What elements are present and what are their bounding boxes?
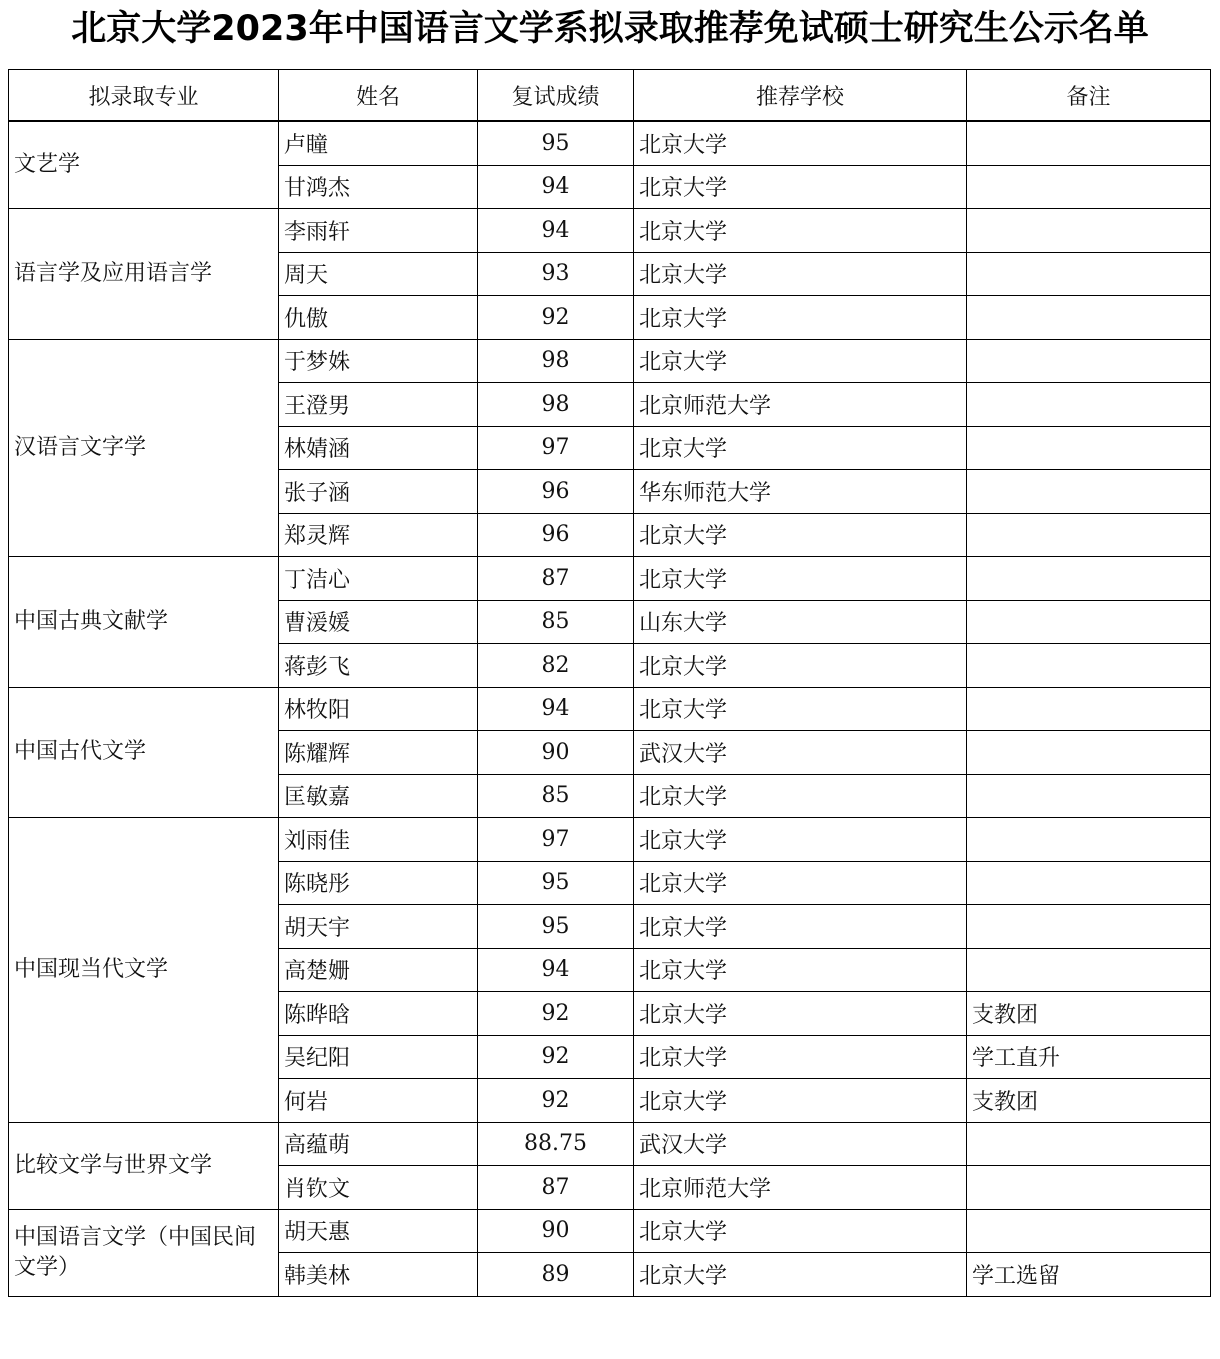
score-cell: 94 bbox=[478, 687, 634, 731]
note-cell: 学工直升 bbox=[967, 1035, 1211, 1079]
score-cell: 89 bbox=[478, 1253, 634, 1297]
name-cell: 刘雨佳 bbox=[279, 818, 478, 862]
name-cell: 韩美林 bbox=[279, 1253, 478, 1297]
note-cell bbox=[967, 731, 1211, 775]
note-cell bbox=[967, 687, 1211, 731]
school-cell: 北京大学 bbox=[634, 165, 967, 209]
table-row bbox=[9, 209, 1211, 253]
score-cell: 97 bbox=[478, 426, 634, 470]
table-row bbox=[9, 687, 1211, 731]
note-cell bbox=[967, 861, 1211, 905]
header-note: 备注 bbox=[967, 70, 1211, 122]
school-cell: 北京大学 bbox=[634, 905, 967, 949]
score-cell: 95 bbox=[478, 905, 634, 949]
note-cell bbox=[967, 774, 1211, 818]
note-cell bbox=[967, 383, 1211, 427]
score-cell: 92 bbox=[478, 992, 634, 1036]
name-cell: 周天 bbox=[279, 252, 478, 296]
table-row bbox=[9, 818, 1211, 862]
table-row bbox=[9, 339, 1211, 383]
table-row bbox=[9, 557, 1211, 601]
table-row bbox=[9, 1122, 1211, 1166]
note-cell bbox=[967, 513, 1211, 557]
header-major: 拟录取专业 bbox=[9, 70, 279, 122]
page-title: 北京大学2023年中国语言文学系拟录取推荐免试硕士研究生公示名单 bbox=[71, 9, 1149, 49]
note-cell bbox=[967, 470, 1211, 514]
note-cell bbox=[967, 209, 1211, 253]
school-cell: 武汉大学 bbox=[634, 1122, 967, 1166]
school-cell: 北京大学 bbox=[634, 1079, 967, 1123]
table-row bbox=[9, 1209, 1211, 1253]
score-cell: 92 bbox=[478, 296, 634, 340]
score-cell: 96 bbox=[478, 470, 634, 514]
note-cell bbox=[967, 1166, 1211, 1210]
name-cell: 胡天宇 bbox=[279, 905, 478, 949]
table-body bbox=[9, 121, 1211, 1296]
note-cell bbox=[967, 557, 1211, 601]
score-cell: 82 bbox=[478, 644, 634, 688]
major-cell: 中国现当代文学 bbox=[9, 818, 279, 1123]
school-cell: 北京大学 bbox=[634, 426, 967, 470]
score-cell: 92 bbox=[478, 1035, 634, 1079]
school-cell: 北京大学 bbox=[634, 339, 967, 383]
school-cell: 华东师范大学 bbox=[634, 470, 967, 514]
note-cell bbox=[967, 339, 1211, 383]
school-cell: 北京大学 bbox=[634, 209, 967, 253]
score-cell: 85 bbox=[478, 600, 634, 644]
name-cell: 林牧阳 bbox=[279, 687, 478, 731]
score-cell: 90 bbox=[478, 731, 634, 775]
score-cell: 93 bbox=[478, 252, 634, 296]
school-cell: 北京大学 bbox=[634, 948, 967, 992]
note-cell: 支教团 bbox=[967, 992, 1211, 1036]
score-cell: 98 bbox=[478, 383, 634, 427]
school-cell: 北京师范大学 bbox=[634, 383, 967, 427]
school-cell: 北京大学 bbox=[634, 121, 967, 165]
school-cell: 北京大学 bbox=[634, 1209, 967, 1253]
name-cell: 卢瞳 bbox=[279, 121, 478, 165]
name-cell: 陈耀辉 bbox=[279, 731, 478, 775]
name-cell: 仇傲 bbox=[279, 296, 478, 340]
school-cell: 北京师范大学 bbox=[634, 1166, 967, 1210]
school-cell: 北京大学 bbox=[634, 296, 967, 340]
name-cell: 张子涵 bbox=[279, 470, 478, 514]
note-cell bbox=[967, 818, 1211, 862]
score-cell: 94 bbox=[478, 209, 634, 253]
note-cell bbox=[967, 600, 1211, 644]
school-cell: 北京大学 bbox=[634, 818, 967, 862]
score-cell: 85 bbox=[478, 774, 634, 818]
note-cell bbox=[967, 1209, 1211, 1253]
school-cell: 北京大学 bbox=[634, 1253, 967, 1297]
major-cell: 语言学及应用语言学 bbox=[9, 209, 279, 340]
name-cell: 肖钦文 bbox=[279, 1166, 478, 1210]
school-cell: 北京大学 bbox=[634, 557, 967, 601]
school-cell: 北京大学 bbox=[634, 992, 967, 1036]
score-cell: 87 bbox=[478, 1166, 634, 1210]
school-cell: 北京大学 bbox=[634, 1035, 967, 1079]
name-cell: 林婧涵 bbox=[279, 426, 478, 470]
name-cell: 高楚姗 bbox=[279, 948, 478, 992]
note-cell: 支教团 bbox=[967, 1079, 1211, 1123]
school-cell: 北京大学 bbox=[634, 644, 967, 688]
score-cell: 92 bbox=[478, 1079, 634, 1123]
score-cell: 87 bbox=[478, 557, 634, 601]
note-cell bbox=[967, 644, 1211, 688]
name-cell: 匡敏嘉 bbox=[279, 774, 478, 818]
note-cell bbox=[967, 1122, 1211, 1166]
note-cell: 学工选留 bbox=[967, 1253, 1211, 1297]
major-cell: 比较文学与世界文学 bbox=[9, 1122, 279, 1209]
name-cell: 曹湲媛 bbox=[279, 600, 478, 644]
admission-table bbox=[8, 69, 1211, 1297]
table-header-row bbox=[9, 70, 1211, 122]
major-cell: 文艺学 bbox=[9, 121, 279, 209]
table-row bbox=[9, 121, 1211, 165]
note-cell bbox=[967, 905, 1211, 949]
header-school: 推荐学校 bbox=[634, 70, 967, 122]
name-cell: 于梦姝 bbox=[279, 339, 478, 383]
name-cell: 吴纪阳 bbox=[279, 1035, 478, 1079]
name-cell: 丁洁心 bbox=[279, 557, 478, 601]
major-cell: 中国古代文学 bbox=[9, 687, 279, 818]
score-cell: 96 bbox=[478, 513, 634, 557]
name-cell: 郑灵辉 bbox=[279, 513, 478, 557]
school-cell: 北京大学 bbox=[634, 861, 967, 905]
name-cell: 何岩 bbox=[279, 1079, 478, 1123]
school-cell: 北京大学 bbox=[634, 252, 967, 296]
major-cell: 中国古典文献学 bbox=[9, 557, 279, 688]
note-cell bbox=[967, 252, 1211, 296]
score-cell: 94 bbox=[478, 948, 634, 992]
name-cell: 高蕴萌 bbox=[279, 1122, 478, 1166]
score-cell: 95 bbox=[478, 121, 634, 165]
major-cell: 汉语言文字学 bbox=[9, 339, 279, 557]
school-cell: 北京大学 bbox=[634, 687, 967, 731]
score-cell: 95 bbox=[478, 861, 634, 905]
school-cell: 武汉大学 bbox=[634, 731, 967, 775]
school-cell: 北京大学 bbox=[634, 513, 967, 557]
header-score: 复试成绩 bbox=[478, 70, 634, 122]
name-cell: 陈晔晗 bbox=[279, 992, 478, 1036]
name-cell: 蒋彭飞 bbox=[279, 644, 478, 688]
score-cell: 97 bbox=[478, 818, 634, 862]
name-cell: 胡天惠 bbox=[279, 1209, 478, 1253]
score-cell: 88.75 bbox=[478, 1122, 634, 1166]
major-cell: 中国语言文学（中国民间文学） bbox=[9, 1209, 279, 1296]
name-cell: 王澄男 bbox=[279, 383, 478, 427]
score-cell: 90 bbox=[478, 1209, 634, 1253]
header-name: 姓名 bbox=[279, 70, 478, 122]
note-cell bbox=[967, 948, 1211, 992]
score-cell: 94 bbox=[478, 165, 634, 209]
school-cell: 山东大学 bbox=[634, 600, 967, 644]
score-cell: 98 bbox=[478, 339, 634, 383]
note-cell bbox=[967, 121, 1211, 165]
name-cell: 陈晓彤 bbox=[279, 861, 478, 905]
name-cell: 甘鸿杰 bbox=[279, 165, 478, 209]
note-cell bbox=[967, 426, 1211, 470]
note-cell bbox=[967, 165, 1211, 209]
school-cell: 北京大学 bbox=[634, 774, 967, 818]
note-cell bbox=[967, 296, 1211, 340]
name-cell: 李雨轩 bbox=[279, 209, 478, 253]
